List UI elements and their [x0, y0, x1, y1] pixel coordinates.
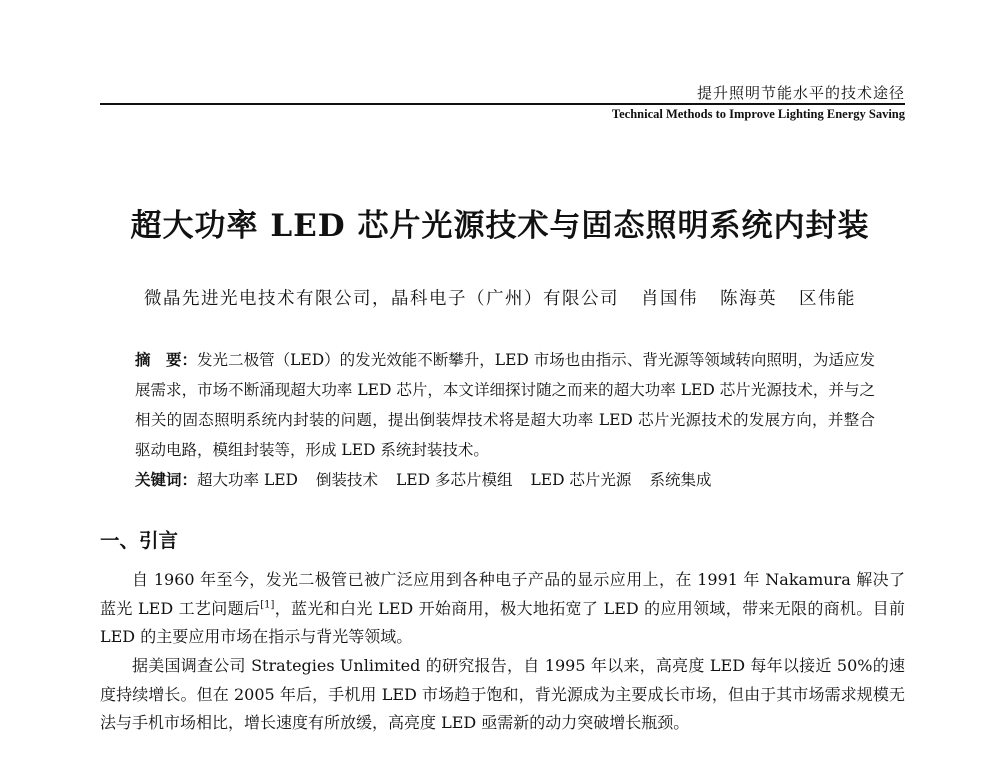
keyword: 超大功率 LED: [197, 471, 298, 489]
body-paragraph: [100, 566, 905, 652]
paragraph-text: 自 1960 年至今，发光二极管已被广泛应用到各种电子产品的显示应用上，在 1991 年 Nakamura 解决了蓝光 LED 工艺问题后: [100, 570, 905, 618]
author-name: 区伟能: [799, 289, 856, 309]
abstract-label: 摘 要：: [135, 350, 198, 369]
author-name: 肖国伟: [641, 289, 698, 309]
keywords: [135, 465, 875, 495]
author-line: [0, 285, 1000, 310]
body-paragraph: 据美国调查公司 Strategies Unlimited 的研究报告，自 1995 年以来，高亮度 LED 每年以接近 50%的速度持续增长。但在 2005 年后，手机用 LED 市场趋于饱和，背光源成为主要成长市场，但由于其市场需求规模无法与手机市场相比，增长速度有所放缓，高亮度 LED 亟需新的动力突破增长瓶颈。: [100, 656, 905, 732]
keyword: 倒装技术: [315, 471, 378, 489]
abstract: [135, 345, 875, 465]
running-header-english: Technical Methods to Improve Lighting Energy Saving: [611, 107, 905, 121]
affiliation: 微晶先进光电技术有限公司，晶科电子（广州）有限公司: [144, 289, 619, 309]
section-heading: 一、引言: [100, 529, 179, 552]
abstract-text: 发光二极管（LED）的发光效能不断攀升，LED 市场也由指示、背光源等领域转向照明，为适应发展需求，市场不断涌现超大功率 LED 芯片，本文详细探讨随之而来的超大功率 LED 芯片光源技术，并与之相关的固态照明系统内封装的问题，提出倒装焊技术将是超大功率 LED 芯片光源技术的发展方向，并整合驱动电路，模组封装等，形成 LED 系统封装技术。: [135, 351, 875, 459]
keyword: 系统集成: [649, 471, 712, 489]
keyword: LED 芯片光源: [530, 471, 632, 489]
keywords-label: 关键词：: [135, 470, 198, 489]
keyword: LED 多芯片模组: [396, 471, 513, 489]
paper-title: 超大功率 LED 芯片光源技术与固态照明系统内封装: [130, 208, 870, 244]
author-name: 陈海英: [720, 289, 777, 309]
paragraph-text: ，蓝光和白光 LED 开始商用，极大地拓宽了 LED 的应用领域，带来无限的商机。目前 LED 的主要应用市场在指示与背光等领域。: [100, 598, 905, 646]
header-rule: [100, 103, 905, 105]
citation-ref: [1]: [260, 599, 275, 611]
running-header-chinese: 提升照明节能水平的技术途径: [696, 84, 905, 102]
